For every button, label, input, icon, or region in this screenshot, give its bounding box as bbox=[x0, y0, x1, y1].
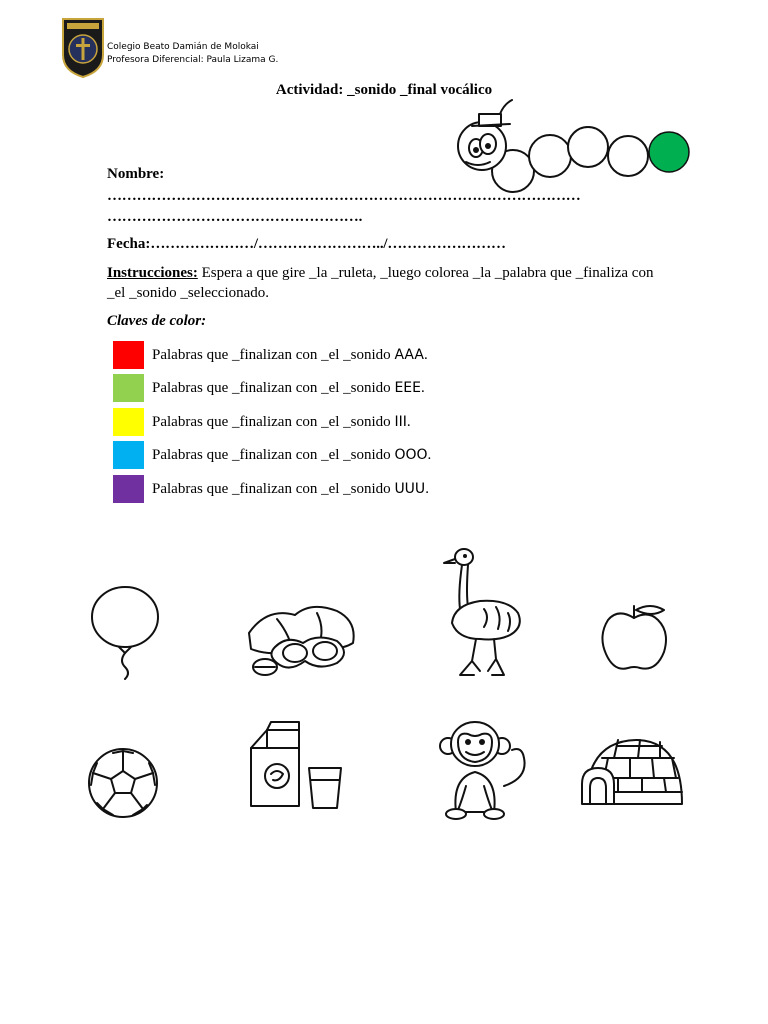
caterpillar-illustration bbox=[452, 104, 692, 194]
school-name: Colegio Beato Damián de Molokai bbox=[107, 42, 259, 52]
color-swatch-green bbox=[113, 374, 144, 402]
name-label: Nombre: bbox=[107, 166, 165, 182]
school-header bbox=[107, 41, 278, 67]
instructions-label: Instrucciones: bbox=[107, 265, 198, 281]
color-swatch-purple bbox=[113, 475, 144, 503]
color-key-row bbox=[113, 407, 411, 437]
date-label: Fecha: bbox=[107, 236, 151, 252]
color-key-row bbox=[113, 474, 429, 504]
color-key-row bbox=[113, 440, 431, 470]
color-key-text: Palabras que _finalizan con _el _sonido III. bbox=[152, 413, 411, 430]
color-swatch-red bbox=[113, 341, 144, 369]
color-swatch-blue bbox=[113, 441, 144, 469]
color-key-text: Palabras que _finalizan con _el _sonido AAA. bbox=[152, 346, 428, 363]
monkey-picture[interactable] bbox=[436, 716, 536, 822]
instructions-text: Espera a que gire _la _ruleta, _luego colorea _la _palabra que _finaliza con _el _sonido _seleccionado. bbox=[107, 265, 654, 301]
color-key-row bbox=[113, 340, 428, 370]
color-key-text: Palabras que _finalizan con _el _sonido OOO. bbox=[152, 446, 432, 463]
color-swatch-yellow bbox=[113, 408, 144, 436]
color-key-text: Palabras que _finalizan con _el _sonido UUU. bbox=[152, 480, 429, 497]
teacher-name: Profesora Diferencial: Paula Lizama G. bbox=[107, 55, 279, 65]
name-line-1[interactable]: …………………………………………………………………………………… bbox=[107, 188, 581, 204]
instructions bbox=[107, 263, 667, 303]
apple-picture[interactable] bbox=[598, 600, 672, 676]
name-line-2[interactable]: ……………………………………………. bbox=[107, 209, 363, 225]
igloo-picture[interactable] bbox=[578, 734, 690, 808]
peanut-picture[interactable] bbox=[237, 593, 367, 683]
activity-title: Actividad: _sonido _final vocálico bbox=[275, 82, 493, 98]
balloon-picture[interactable] bbox=[85, 585, 165, 685]
color-key-text: Palabras que _finalizan con _el _sonido EEE. bbox=[152, 379, 425, 396]
ball-picture[interactable] bbox=[83, 743, 163, 823]
color-keys-heading: Claves de color: bbox=[107, 313, 207, 329]
ostrich-picture[interactable] bbox=[438, 543, 528, 683]
caterpillar-green-segment bbox=[649, 132, 689, 172]
school-logo bbox=[61, 17, 105, 79]
color-key-row bbox=[113, 373, 425, 403]
date-line[interactable]: …………………/……………………../…………………… bbox=[150, 236, 506, 252]
date-row bbox=[107, 235, 506, 253]
milk-carton-picture[interactable] bbox=[243, 720, 353, 815]
